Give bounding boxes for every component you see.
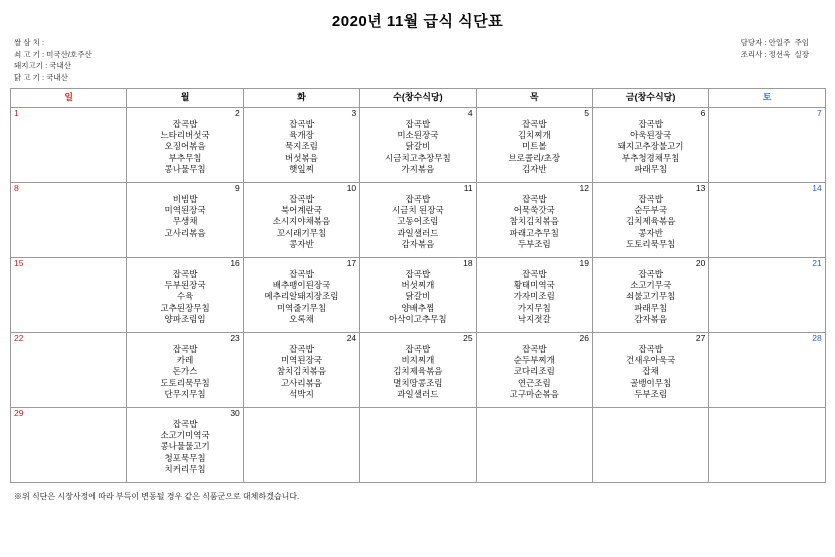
menu-item: 김치제육볶음: [393, 366, 443, 377]
calendar-day-cell: [127, 182, 243, 257]
menu-item: 잡곡밥: [289, 268, 314, 279]
menu-item: 아삭이고추무침: [389, 314, 447, 325]
staff-info-line: 조리사 : 정선옥 실장: [740, 49, 809, 59]
page-title: 2020년 11월 급식 식단표: [331, 13, 504, 30]
day-number: 27: [695, 332, 706, 343]
menu-item: 고사리볶음: [280, 377, 322, 388]
menu-item: 잡곡밥: [521, 118, 547, 129]
menu-item: 치커리무침: [164, 464, 206, 475]
calendar-day-cell: [127, 107, 243, 182]
calendar-day-cell: [127, 257, 243, 332]
calendar-day-cell: [243, 407, 359, 482]
calendar-day-cell: [592, 332, 708, 407]
menu-item: 잡곡밥: [405, 343, 431, 354]
menu-item: 미역된장국: [164, 205, 206, 216]
menu-item: 김자반: [521, 164, 547, 175]
menu-item: 멸치땅콩조림: [393, 377, 443, 388]
origin-info-block: [14, 37, 92, 84]
day-number: 11: [463, 182, 473, 193]
calendar-week-row: [11, 257, 826, 332]
day-number: 21: [812, 257, 822, 268]
menu-item: 콩나물무침: [164, 164, 206, 175]
menu-item: 소고기무국: [630, 280, 672, 291]
menu-item: 카레: [176, 355, 194, 366]
calendar-header-row: [11, 88, 826, 107]
menu-item: 비빔밥: [172, 193, 198, 204]
menu-item: 묵지조림: [285, 141, 318, 152]
origin-info-line: 쌀 삼 치 :: [14, 38, 45, 47]
calendar-week-row: [11, 182, 826, 257]
calendar-day-cell: [476, 257, 592, 332]
daily-menu-list: [360, 193, 475, 252]
weekday-header-tue: 화: [243, 88, 359, 107]
menu-item: 잡곡밥: [521, 193, 547, 204]
day-number: 24: [346, 332, 357, 343]
menu-item: 과일샐러드: [397, 389, 439, 400]
weekday-header-sun: 일: [11, 88, 127, 107]
day-number: [709, 408, 824, 409]
menu-item: 잡곡밥: [638, 268, 663, 279]
day-number: 23: [230, 332, 240, 343]
menu-item: 아욱된장국: [630, 130, 672, 141]
calendar-day-cell: [709, 332, 825, 407]
menu-item: 잡곡밥: [638, 118, 663, 129]
menu-item: 참치김치볶음: [509, 216, 559, 227]
day-number: 18: [463, 257, 473, 268]
daily-menu-list: [127, 343, 242, 402]
calendar-day-cell: [709, 407, 825, 482]
daily-menu-list: [127, 193, 242, 241]
calendar-day-cell: [127, 332, 243, 407]
menu-item: 잡곡밥: [405, 268, 431, 279]
day-number: 2: [235, 107, 240, 118]
menu-item: 햇잎찌: [289, 164, 314, 175]
calendar-day-cell: [127, 407, 243, 482]
menu-item: 미소된장국: [397, 130, 439, 141]
daily-menu-list: [244, 343, 359, 402]
menu-item: 감자볶음: [401, 239, 435, 250]
calendar-day-cell: [709, 257, 825, 332]
calendar-day-cell: [592, 257, 708, 332]
menu-item: 파래무침: [634, 302, 668, 313]
menu-item: 콩자반: [289, 239, 314, 250]
day-number: 15: [14, 257, 24, 268]
calendar-day-cell: [476, 182, 592, 257]
menu-item: 잡곡밥: [172, 418, 198, 429]
daily-menu-list: [477, 193, 592, 252]
menu-item: 잡곡밥: [638, 343, 663, 354]
daily-menu-list: [360, 118, 475, 177]
menu-item: 도토리묵무침: [160, 377, 210, 388]
weekday-header-sat: 토: [709, 88, 825, 107]
calendar-day-cell: [11, 332, 127, 407]
daily-menu-list: [593, 343, 708, 402]
day-number: 22: [14, 332, 24, 343]
menu-item: 가지볶음: [401, 164, 435, 175]
menu-item: 골뱅이무침: [630, 377, 672, 388]
menu-item: 시금치고추장무침: [385, 152, 451, 163]
day-number: 20: [695, 257, 706, 268]
calendar-day-cell: [11, 407, 127, 482]
daily-menu-list: [244, 193, 359, 252]
day-number: [244, 408, 359, 409]
menu-item: 돼지고추장불고기: [617, 141, 684, 152]
menu-item: 오징어볶음: [164, 141, 206, 152]
menu-item: 고동어조림: [397, 216, 439, 227]
daily-menu-list: [244, 268, 359, 327]
menu-item: 코다리조림: [513, 366, 555, 377]
daily-menu-list: [127, 118, 242, 177]
menu-item: 소고기미역국: [160, 430, 210, 441]
day-number: 7: [817, 107, 822, 118]
menu-item: 돈가스: [172, 366, 198, 377]
daily-menu-list: [244, 118, 359, 177]
calendar-table: [10, 88, 826, 483]
menu-item: 버섯볶음: [285, 152, 318, 163]
daily-menu-list: [360, 343, 475, 402]
menu-item: 메추리알돼지장조림: [264, 291, 339, 302]
menu-item: 파래고추무침: [509, 227, 559, 238]
menu-item: 잡곡밥: [289, 193, 314, 204]
calendar-day-cell: [592, 407, 708, 482]
menu-item: 두부조림: [634, 389, 668, 400]
calendar-day-cell: [243, 182, 359, 257]
day-number: 26: [579, 332, 589, 343]
menu-item: 잡곡밥: [172, 118, 198, 129]
day-number: 10: [346, 182, 357, 193]
daily-menu-list: [360, 268, 475, 327]
menu-item: 도토리묵무침: [626, 239, 676, 250]
menu-item: 어묵쑥갓국: [513, 205, 555, 216]
menu-item: 꼬시래기무침: [276, 227, 327, 238]
day-number: 4: [467, 107, 473, 118]
menu-item: 잡곡밥: [405, 193, 431, 204]
calendar-week-row: [11, 332, 826, 407]
menu-item: 수육: [176, 291, 194, 302]
menu-item: 두부된장국: [164, 280, 206, 291]
day-number: [477, 408, 592, 409]
day-number: 1: [14, 107, 19, 118]
calendar-day-cell: [360, 257, 476, 332]
calendar-day-cell: [476, 407, 592, 482]
staff-info-line: 담당자 : 안일주 주임: [740, 38, 809, 47]
calendar-day-cell: [592, 107, 708, 182]
calendar-day-cell: [476, 107, 592, 182]
calendar-day-cell: [360, 107, 476, 182]
menu-item: 닭갈비: [405, 291, 431, 302]
menu-item: 잡채: [642, 366, 659, 377]
menu-item: 미트볼: [521, 141, 547, 152]
menu-item: 잡곡밥: [521, 268, 547, 279]
menu-item: 콩자반: [638, 227, 663, 238]
menu-item: 무생채: [172, 216, 198, 227]
daily-menu-list: [593, 193, 708, 252]
menu-item: 쇠불고기무침: [626, 291, 676, 302]
day-number: 9: [235, 182, 240, 193]
daily-menu-list: [593, 268, 708, 327]
menu-item: 콩나물물고기: [160, 441, 210, 452]
menu-item: 오록채: [289, 314, 314, 325]
day-number: 14: [812, 182, 822, 193]
calendar-week-row: [11, 107, 826, 182]
menu-item: 연근조림: [517, 377, 551, 388]
menu-item: 잡곡밥: [289, 343, 314, 354]
origin-info-line: 쇠 고 기 : 미국산/호주산: [14, 49, 92, 59]
menu-item: 김치찌개: [517, 130, 551, 141]
day-number: 19: [579, 257, 589, 268]
menu-item: 순두부찌개: [513, 355, 555, 366]
calendar-day-cell: [476, 332, 592, 407]
weekday-header-wed: 수(창수식당): [360, 88, 476, 107]
day-number: 30: [230, 407, 240, 418]
calendar-day-cell: [243, 332, 359, 407]
menu-item: 석박지: [289, 389, 314, 400]
menu-item: 미역줄기무침: [276, 302, 327, 313]
menu-item: 잡곡밥: [638, 193, 663, 204]
calendar-day-cell: [360, 332, 476, 407]
menu-item: 부추무침: [168, 152, 202, 163]
menu-item: 브로콜리/초장: [508, 152, 561, 163]
day-number: 28: [812, 332, 822, 343]
day-number: 8: [14, 182, 19, 193]
staff-info-block: [741, 37, 821, 60]
menu-item: 잡곡밥: [405, 118, 431, 129]
calendar-day-cell: [243, 107, 359, 182]
menu-item: 닭갈비: [405, 141, 431, 152]
menu-item: 낙지젓갈: [517, 314, 551, 325]
day-number: 25: [463, 332, 473, 343]
menu-item: 고추된장무침: [160, 302, 210, 313]
daily-menu-list: [477, 118, 592, 177]
menu-item: 참치김치볶음: [276, 366, 327, 377]
weekday-header-mon: 월: [127, 88, 243, 107]
day-number: [593, 408, 708, 409]
meta-row: [10, 37, 825, 88]
menu-item: 잡곡밥: [172, 343, 198, 354]
day-number: 29: [14, 407, 24, 418]
menu-item: 잡곡밥: [172, 268, 198, 279]
calendar-day-cell: [360, 407, 476, 482]
daily-menu-list: [477, 343, 592, 402]
calendar-day-cell: [592, 182, 708, 257]
daily-menu-list: [593, 118, 708, 177]
calendar-day-cell: [709, 107, 825, 182]
menu-item: 고사리볶음: [164, 227, 206, 238]
menu-item: 비지찌개: [401, 355, 435, 366]
calendar-day-cell: [709, 182, 825, 257]
day-number: 3: [351, 107, 357, 118]
menu-item: 잡곡밥: [289, 118, 314, 129]
calendar-day-cell: [11, 182, 127, 257]
weekday-header-fri: 금(창수식당): [592, 88, 708, 107]
menu-item: 감자볶음: [634, 314, 668, 325]
menu-item: 가지무침: [517, 302, 551, 313]
menu-item: 배추팽이된장국: [272, 280, 331, 291]
weekday-header-thu: 목: [476, 88, 592, 107]
origin-info-line: 돼지고기 : 국내산: [14, 61, 71, 71]
day-number: 13: [695, 182, 706, 193]
menu-item: 양배추찜: [401, 302, 435, 313]
menu-item: 파래무침: [634, 164, 668, 175]
menu-item: 청포묵무침: [164, 452, 206, 463]
calendar-day-cell: [243, 257, 359, 332]
menu-item: 미역된장국: [280, 355, 322, 366]
daily-menu-list: [127, 268, 242, 327]
daily-menu-list: [477, 268, 592, 327]
menu-item: 두부조림: [517, 239, 551, 250]
day-number: 16: [230, 257, 240, 268]
day-number: 5: [584, 107, 589, 118]
calendar-day-cell: [11, 257, 127, 332]
day-number: [360, 408, 475, 409]
menu-item: 단무지무침: [164, 389, 206, 400]
menu-item: 북어계란국: [280, 205, 322, 216]
menu-item: 부추청경채무침: [621, 152, 680, 163]
calendar-week-row: [11, 407, 826, 482]
menu-item: 과일샐러드: [397, 227, 439, 238]
origin-info-line: 닭 고 기 : 국내산: [14, 72, 68, 82]
menu-item: 버섯찌개: [401, 280, 435, 291]
calendar-day-cell: [11, 107, 127, 182]
calendar-body: [11, 107, 826, 482]
daily-menu-list: [127, 418, 242, 477]
menu-item: 육개장: [289, 130, 314, 141]
day-number: 6: [700, 107, 706, 118]
menu-item: 잡곡밥: [521, 343, 547, 354]
menu-item: 양파조림임: [164, 314, 206, 325]
menu-item: 김치제육볶음: [626, 216, 676, 227]
menu-item: 건새우아욱국: [626, 355, 676, 366]
menu-item: 시금치 된장국: [392, 205, 444, 216]
menu-item: 순두부국: [634, 205, 668, 216]
day-number: 12: [579, 182, 589, 193]
day-number: 17: [346, 257, 357, 268]
menu-item: 황태미역국: [513, 280, 555, 291]
footnote: ※위 식단은 시장사정에 따라 부득이 변동될 경우 같은 식품군으로 대체하겠습니다.: [14, 491, 300, 501]
menu-item: 가자미조림: [513, 291, 555, 302]
menu-item: 소시지야채볶음: [272, 216, 331, 227]
menu-item: 느타리버섯국: [160, 130, 210, 141]
calendar-day-cell: [360, 182, 476, 257]
menu-item: 고구마순볶음: [509, 389, 559, 400]
